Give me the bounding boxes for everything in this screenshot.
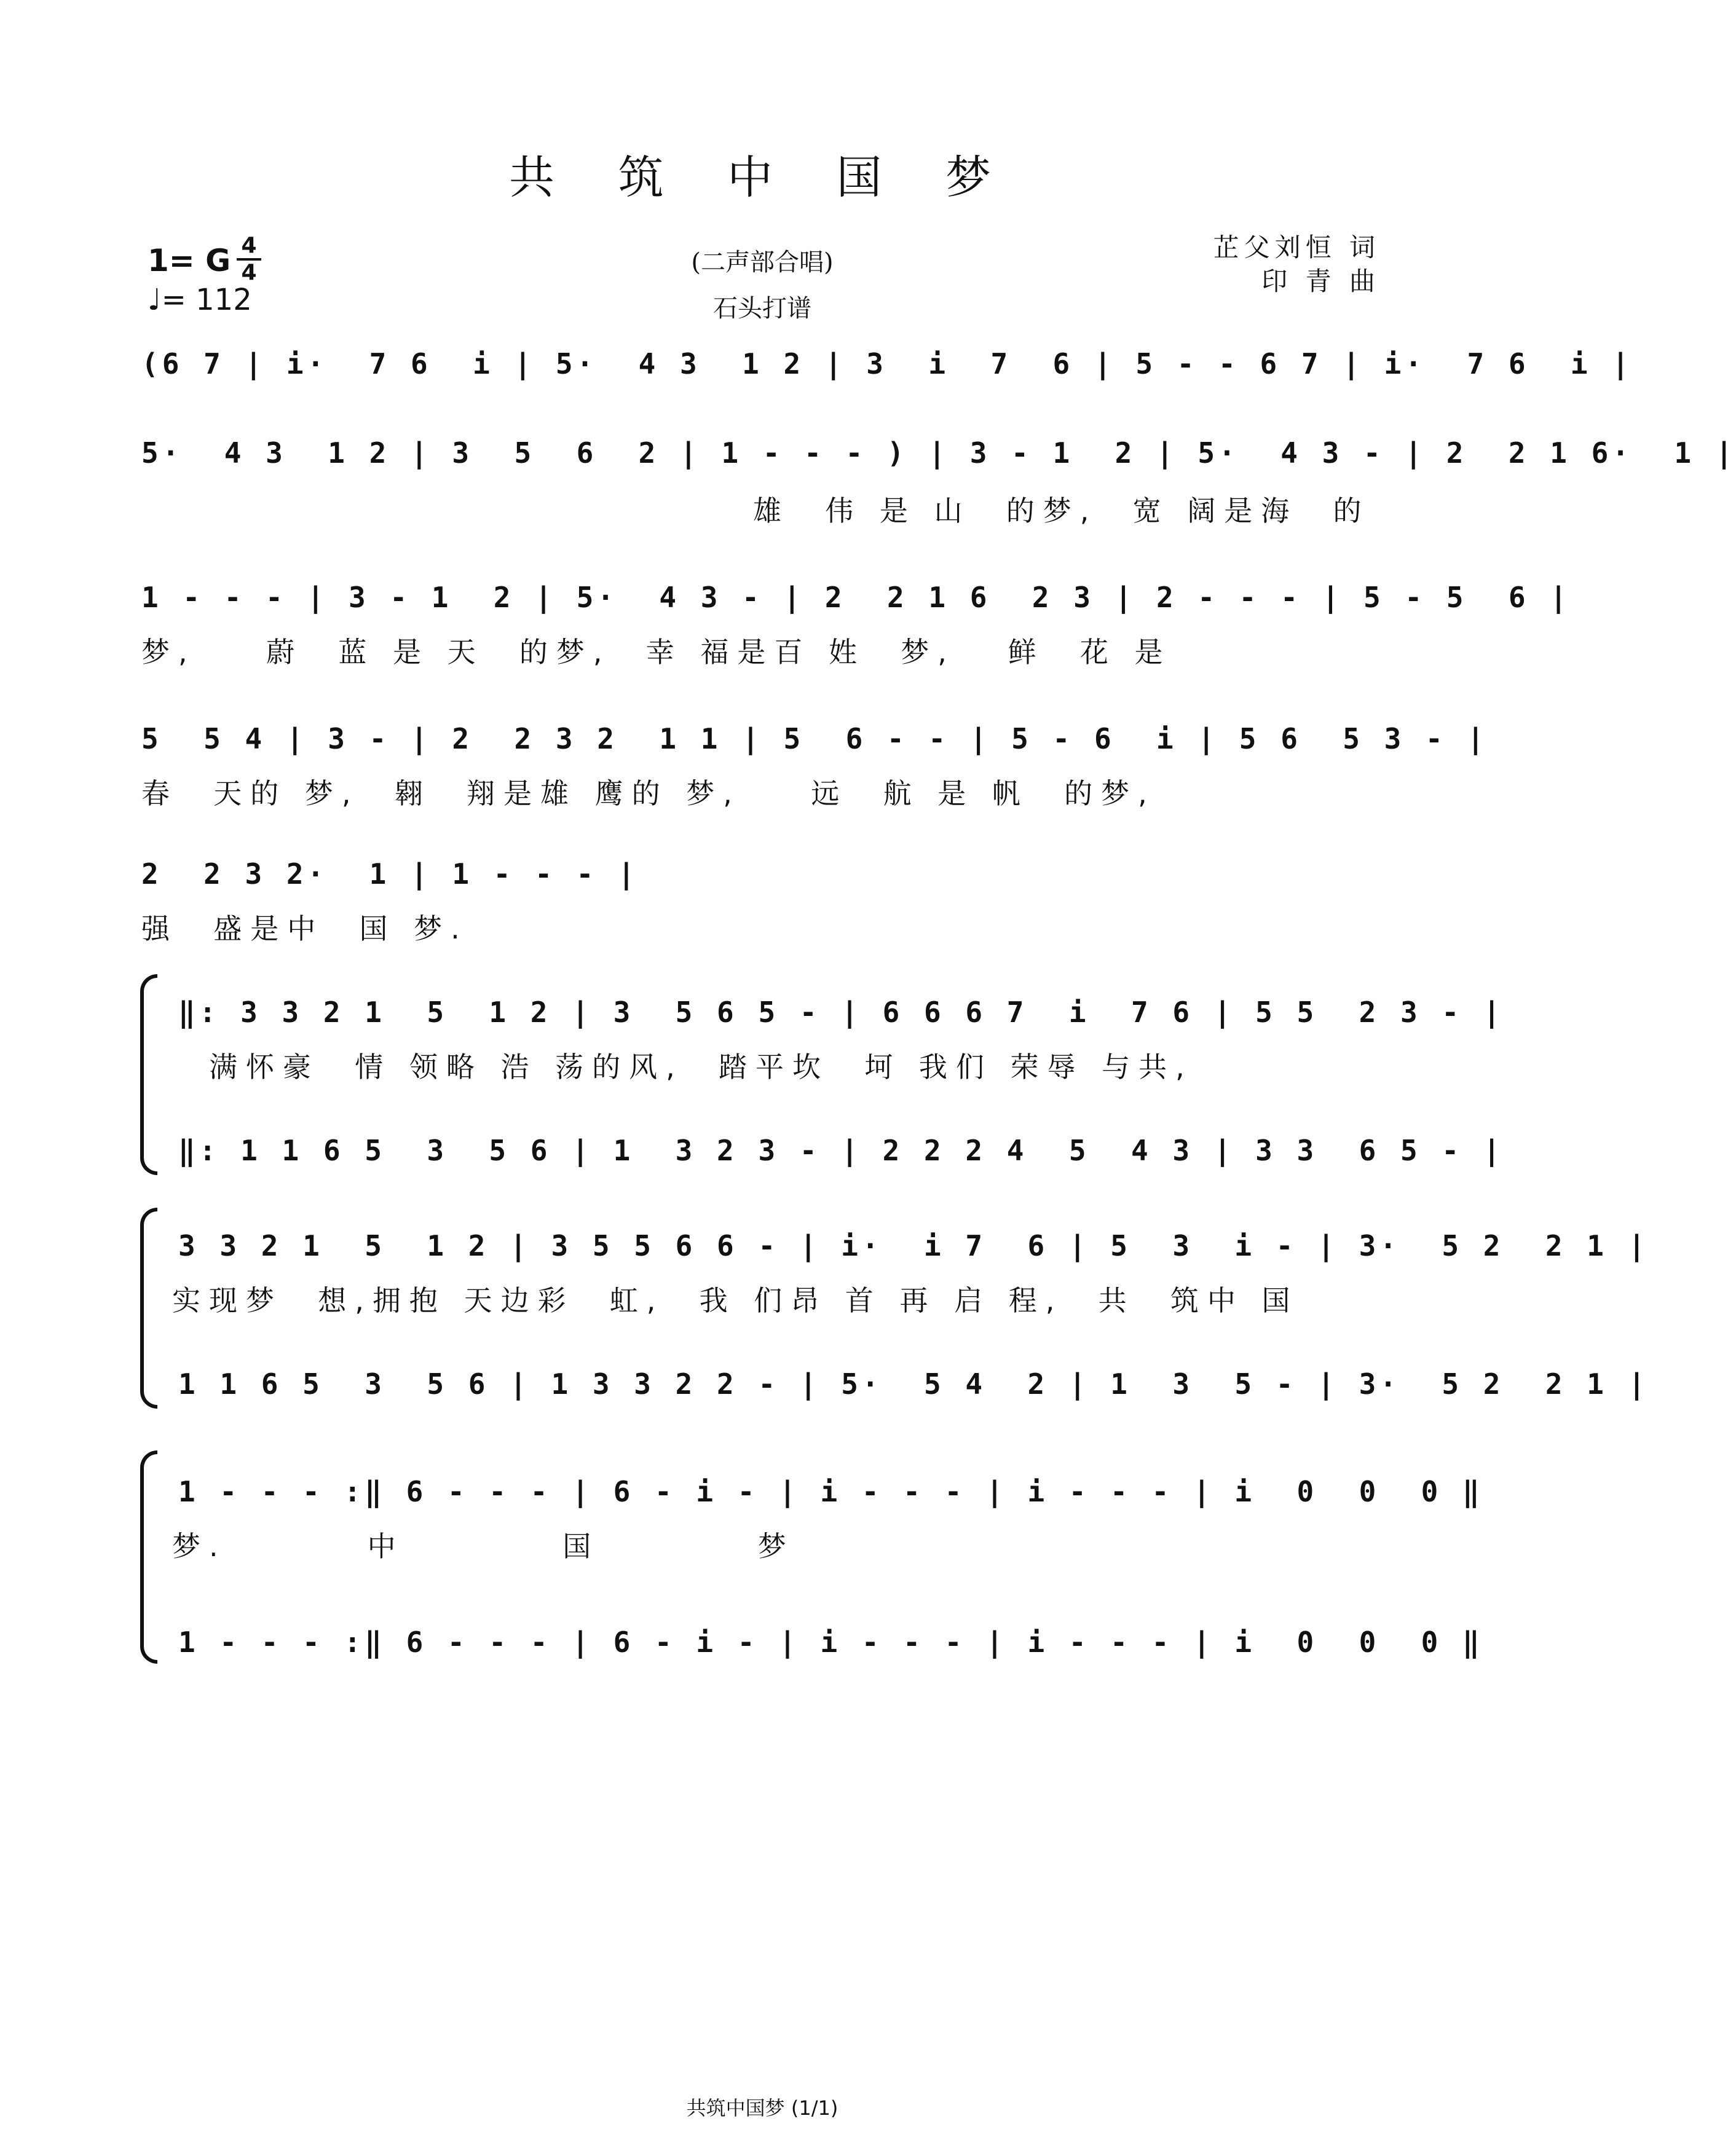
notation-line-1: (6 7 | i· 7 6 i | 5· 4 3 1 2 | 3 i 7 6 | 5 - - 6 7 | i· 7 6 i |	[141, 347, 1633, 380]
song-title: 共 筑 中 国 梦	[508, 151, 1016, 204]
tempo-marking: ♩= 112	[148, 283, 252, 317]
composer-credit: 印 青 曲	[1261, 266, 1380, 296]
notation-line-2: 5· 4 3 1 2 | 3 5 6 2 | 1 - - - ) | 3 - 1 2 | 5· 4 3 - | 2 2 1 6· 1 |	[141, 436, 1736, 470]
system-2-voice-2: 1 1 6 5 3 5 6 | 1 3 3 2 2 - | 5· 5 4 2 | 1 3 5 - | 3· 5 2 2 1 |	[178, 1367, 1649, 1401]
subtitle: (二声部合唱)	[691, 248, 834, 277]
notation-line-4: 5 5 4 | 3 - | 2 2 3 2 1 1 | 5 6 - - | 5 - 6 i | 5 6 5 3 - |	[141, 722, 1488, 755]
notation-line-5: 2 2 3 2· 1 | 1 - - - |	[141, 857, 639, 891]
notation-line-3: 1 - - - | 3 - 1 2 | 5· 4 3 - | 2 2 1 6 2 3 | 2 - - - | 5 - 5 6 |	[141, 581, 1571, 614]
lyrics-line-2: 雄 伟 是 山 的梦, 宽 阔是海 的	[753, 494, 1370, 527]
system-1-lyrics: 满怀豪 情 领略 浩 荡的风, 踏平坎 坷 我们 荣辱 与共,	[209, 1050, 1193, 1084]
time-signature-bottom: 4	[241, 260, 257, 285]
system-1-voice-2: ‖: 1 1 6 5 3 5 6 | 1 3 2 3 - | 2 2 2 4 5 4 3 | 3 3 6 5 - |	[178, 1134, 1504, 1167]
lyrics-line-5: 强 盛是中 国 梦.	[141, 912, 468, 945]
system-2-lyrics: 实现梦 想,拥抱 天边彩 虹, 我 们昂 首 再 启 程, 共 筑中 国	[172, 1284, 1299, 1317]
arranger-credit: 石头打谱	[713, 294, 811, 323]
lyricist-credit: 芷父刘恒 词	[1213, 232, 1380, 262]
system-3-voice-2: 1 - - - :‖ 6 - - - | 6 - i - | i - - - | i - - - | i 0 0 0 ‖	[178, 1626, 1483, 1659]
system-1-voice-1: ‖: 3 3 2 1 5 1 2 | 3 5 6 5 - | 6 6 6 7 i 7 6 | 5 5 2 3 - |	[178, 996, 1504, 1029]
system-brace-3	[140, 1450, 157, 1664]
system-3-voice-1: 1 - - - :‖ 6 - - - | 6 - i - | i - - - | i - - - | i 0 0 0 ‖	[178, 1475, 1483, 1508]
system-3-lyrics: 梦. 中 国 梦	[172, 1530, 795, 1563]
key-signature: 1= G	[148, 243, 231, 278]
page-footer: 共筑中国梦 (1/1)	[686, 2096, 838, 2120]
system-brace-1	[140, 974, 157, 1175]
system-2-voice-1: 3 3 2 1 5 1 2 | 3 5 5 6 6 - | i· i 7 6 | 5 3 i - | 3· 5 2 2 1 |	[178, 1229, 1649, 1262]
lyrics-line-4: 春 天的 梦, 翱 翔是雄 鹰的 梦, 远 航 是 帆 的梦,	[141, 777, 1156, 810]
time-signature-top: 4	[241, 233, 257, 258]
system-brace-2	[140, 1208, 157, 1409]
lyrics-line-3: 梦, 蔚 蓝 是 天 的梦, 幸 福是百 姓 梦, 鲜 花 是	[141, 635, 1172, 669]
